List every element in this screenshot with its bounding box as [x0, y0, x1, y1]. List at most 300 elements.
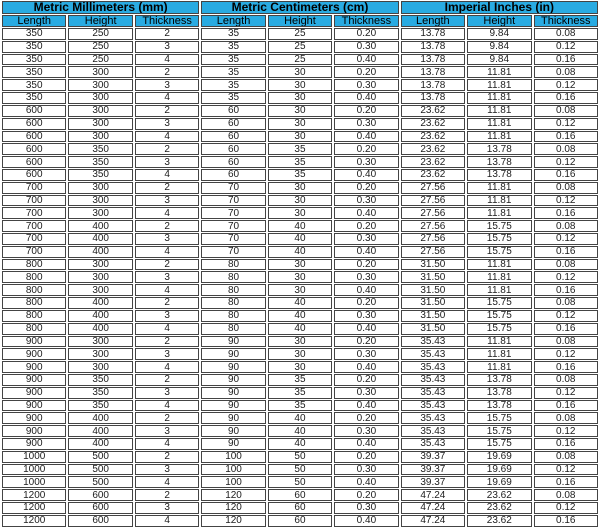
table-cell: 23.62	[467, 515, 531, 527]
table-cell: 30	[268, 271, 332, 283]
table-cell: 4	[135, 92, 199, 104]
table-cell: 2	[135, 374, 199, 386]
table-row	[2, 233, 598, 245]
table-cell: 900	[2, 412, 66, 424]
table-cell: 30	[268, 92, 332, 104]
table-cell: 0.30	[334, 387, 398, 399]
table-cell: 300	[68, 259, 132, 271]
table-cell: 2	[135, 66, 199, 78]
table-row	[2, 387, 598, 399]
table-cell: 0.40	[334, 400, 398, 412]
table-row	[2, 400, 598, 412]
table-cell: 11.81	[467, 195, 531, 207]
table-cell: 3	[135, 41, 199, 53]
table-row	[2, 425, 598, 437]
section-header-row	[2, 1, 598, 14]
table-cell: 4	[135, 54, 199, 66]
table-cell: 0.30	[334, 156, 398, 168]
table-cell: 15.75	[467, 438, 531, 450]
table-cell: 1000	[2, 476, 66, 488]
table-cell: 30	[268, 105, 332, 117]
table-cell: 11.81	[467, 131, 531, 143]
table-cell: 300	[68, 348, 132, 360]
table-cell: 30	[268, 348, 332, 360]
table-cell: 0.08	[534, 374, 599, 386]
table-cell: 15.75	[467, 310, 531, 322]
table-row	[2, 297, 598, 309]
table-cell: 4	[135, 515, 199, 527]
table-cell: 900	[2, 348, 66, 360]
table-row	[2, 348, 598, 360]
table-row	[2, 143, 598, 155]
table-cell: 35.43	[401, 425, 465, 437]
table-cell: 40	[268, 233, 332, 245]
table-cell: 0.16	[534, 284, 599, 296]
table-cell: 70	[201, 207, 265, 219]
table-cell: 3	[135, 195, 199, 207]
table-cell: 400	[68, 323, 132, 335]
table-cell: 27.56	[401, 195, 465, 207]
column-header-in-length: Length	[401, 15, 465, 27]
table-cell: 13.78	[401, 28, 465, 40]
table-cell: 35	[201, 54, 265, 66]
table-cell: 350	[2, 28, 66, 40]
table-cell: 350	[2, 92, 66, 104]
table-cell: 13.78	[467, 400, 531, 412]
table-cell: 80	[201, 271, 265, 283]
table-cell: 0.40	[334, 92, 398, 104]
table-cell: 35.43	[401, 361, 465, 373]
table-cell: 900	[2, 400, 66, 412]
table-cell: 31.50	[401, 259, 465, 271]
table-cell: 23.62	[401, 169, 465, 181]
table-row	[2, 489, 598, 501]
table-cell: 35	[201, 41, 265, 53]
table-cell: 350	[68, 387, 132, 399]
table-cell: 80	[201, 297, 265, 309]
table-cell: 600	[2, 105, 66, 117]
table-cell: 13.78	[401, 92, 465, 104]
table-cell: 900	[2, 361, 66, 373]
table-cell: 11.81	[467, 361, 531, 373]
table-cell: 600	[68, 515, 132, 527]
table-cell: 40	[268, 323, 332, 335]
table-cell: 30	[268, 131, 332, 143]
table-cell: 13.78	[467, 169, 531, 181]
table-cell: 0.30	[334, 118, 398, 130]
table-cell: 60	[268, 502, 332, 514]
table-cell: 15.75	[467, 246, 531, 258]
table-row	[2, 182, 598, 194]
table-cell: 0.30	[334, 271, 398, 283]
table-cell: 30	[268, 66, 332, 78]
table-row	[2, 259, 598, 271]
table-cell: 9.84	[467, 54, 531, 66]
table-cell: 0.30	[334, 502, 398, 514]
table-cell: 19.69	[467, 464, 531, 476]
table-cell: 900	[2, 425, 66, 437]
table-cell: 13.78	[401, 54, 465, 66]
table-cell: 0.12	[534, 502, 599, 514]
table-cell: 0.20	[334, 374, 398, 386]
table-cell: 80	[201, 259, 265, 271]
table-cell: 100	[201, 476, 265, 488]
table-cell: 40	[268, 246, 332, 258]
table-cell: 350	[68, 143, 132, 155]
table-cell: 0.20	[334, 412, 398, 424]
table-cell: 400	[68, 297, 132, 309]
table-cell: 4	[135, 131, 199, 143]
table-cell: 60	[201, 118, 265, 130]
table-cell: 2	[135, 105, 199, 117]
table-cell: 120	[201, 515, 265, 527]
table-cell: 35	[268, 156, 332, 168]
table-cell: 2	[135, 220, 199, 232]
table-cell: 0.12	[534, 387, 599, 399]
table-row	[2, 169, 598, 181]
table-cell: 700	[2, 207, 66, 219]
table-cell: 0.16	[534, 361, 599, 373]
table-cell: 0.40	[334, 515, 398, 527]
table-cell: 700	[2, 195, 66, 207]
table-cell: 0.08	[534, 412, 599, 424]
column-header-in-thickness: Thickness	[534, 15, 599, 27]
table-cell: 400	[68, 220, 132, 232]
table-cell: 70	[201, 220, 265, 232]
table-cell: 31.50	[401, 310, 465, 322]
table-cell: 0.08	[534, 336, 599, 348]
table-cell: 600	[2, 156, 66, 168]
table-cell: 27.56	[401, 246, 465, 258]
table-cell: 0.12	[534, 425, 599, 437]
table-cell: 0.12	[534, 156, 599, 168]
table-cell: 70	[201, 195, 265, 207]
table-row	[2, 361, 598, 373]
table-cell: 300	[68, 66, 132, 78]
table-cell: 300	[68, 105, 132, 117]
table-cell: 23.62	[401, 131, 465, 143]
table-cell: 0.08	[534, 66, 599, 78]
table-row	[2, 79, 598, 91]
table-cell: 800	[2, 297, 66, 309]
table-row	[2, 271, 598, 283]
table-cell: 250	[68, 41, 132, 53]
table-cell: 800	[2, 271, 66, 283]
table-cell: 600	[68, 489, 132, 501]
table-cell: 100	[201, 464, 265, 476]
table-cell: 50	[268, 451, 332, 463]
table-cell: 350	[2, 41, 66, 53]
table-cell: 600	[68, 502, 132, 514]
table-cell: 80	[201, 284, 265, 296]
table-row	[2, 464, 598, 476]
table-cell: 90	[201, 400, 265, 412]
table-cell: 0.40	[334, 54, 398, 66]
table-cell: 23.62	[401, 105, 465, 117]
table-cell: 0.20	[334, 489, 398, 501]
table-cell: 4	[135, 246, 199, 258]
table-cell: 800	[2, 284, 66, 296]
table-cell: 3	[135, 348, 199, 360]
table-cell: 300	[68, 131, 132, 143]
table-cell: 31.50	[401, 271, 465, 283]
table-cell: 39.37	[401, 451, 465, 463]
table-cell: 70	[201, 246, 265, 258]
table-cell: 50	[268, 464, 332, 476]
table-cell: 3	[135, 271, 199, 283]
table-cell: 800	[2, 259, 66, 271]
table-cell: 300	[68, 92, 132, 104]
table-cell: 35	[201, 28, 265, 40]
table-cell: 35.43	[401, 374, 465, 386]
table-cell: 90	[201, 438, 265, 450]
table-cell: 2	[135, 297, 199, 309]
table-cell: 35.43	[401, 387, 465, 399]
table-cell: 90	[201, 412, 265, 424]
table-cell: 500	[68, 451, 132, 463]
table-cell: 0.30	[334, 79, 398, 91]
table-cell: 2	[135, 412, 199, 424]
table-cell: 31.50	[401, 284, 465, 296]
table-cell: 60	[201, 169, 265, 181]
table-header	[2, 1, 598, 27]
table-cell: 800	[2, 310, 66, 322]
table-cell: 0.12	[534, 271, 599, 283]
table-cell: 30	[268, 182, 332, 194]
table-row	[2, 131, 598, 143]
table-cell: 80	[201, 323, 265, 335]
table-cell: 23.62	[467, 502, 531, 514]
table-cell: 900	[2, 387, 66, 399]
table-cell: 35	[268, 143, 332, 155]
table-cell: 0.40	[334, 207, 398, 219]
table-cell: 1000	[2, 464, 66, 476]
table-cell: 35.43	[401, 336, 465, 348]
table-cell: 2	[135, 336, 199, 348]
table-cell: 0.16	[534, 400, 599, 412]
table-cell: 0.08	[534, 297, 599, 309]
table-cell: 0.12	[534, 464, 599, 476]
column-header-mm-thickness: Thickness	[135, 15, 199, 27]
table-cell: 13.78	[467, 143, 531, 155]
table-cell: 47.24	[401, 515, 465, 527]
table-cell: 0.30	[334, 348, 398, 360]
table-cell: 23.62	[401, 143, 465, 155]
table-row	[2, 323, 598, 335]
table-cell: 0.08	[534, 182, 599, 194]
table-cell: 19.69	[467, 451, 531, 463]
table-cell: 3	[135, 502, 199, 514]
table-row	[2, 195, 598, 207]
table-cell: 300	[68, 361, 132, 373]
table-cell: 9.84	[467, 41, 531, 53]
table-cell: 0.20	[334, 220, 398, 232]
table-cell: 400	[68, 246, 132, 258]
table-cell: 350	[2, 79, 66, 91]
table-cell: 19.69	[467, 476, 531, 488]
table-cell: 0.08	[534, 259, 599, 271]
table-cell: 300	[68, 284, 132, 296]
table-cell: 0.40	[334, 476, 398, 488]
table-cell: 700	[2, 246, 66, 258]
table-cell: 60	[268, 489, 332, 501]
table-cell: 15.75	[467, 412, 531, 424]
table-cell: 13.78	[401, 79, 465, 91]
table-cell: 0.12	[534, 41, 599, 53]
table-cell: 40	[268, 297, 332, 309]
table-row	[2, 118, 598, 130]
table-row	[2, 336, 598, 348]
table-cell: 4	[135, 169, 199, 181]
table-cell: 400	[68, 412, 132, 424]
column-header-mm-height: Height	[68, 15, 132, 27]
table-cell: 0.20	[334, 259, 398, 271]
table-cell: 300	[68, 118, 132, 130]
table-cell: 90	[201, 374, 265, 386]
table-cell: 11.81	[467, 182, 531, 194]
table-cell: 13.78	[401, 41, 465, 53]
table-cell: 350	[68, 156, 132, 168]
table-cell: 13.78	[467, 374, 531, 386]
table-cell: 25	[268, 41, 332, 53]
table-cell: 30	[268, 259, 332, 271]
table-row	[2, 284, 598, 296]
table-cell: 35	[201, 79, 265, 91]
table-cell: 0.30	[334, 464, 398, 476]
table-cell: 4	[135, 207, 199, 219]
table-cell: 0.40	[334, 323, 398, 335]
table-row	[2, 66, 598, 78]
table-cell: 23.62	[401, 156, 465, 168]
table-cell: 2	[135, 28, 199, 40]
table-cell: 500	[68, 464, 132, 476]
table-cell: 4	[135, 400, 199, 412]
table-cell: 31.50	[401, 323, 465, 335]
table-row	[2, 156, 598, 168]
table-cell: 11.81	[467, 79, 531, 91]
table-cell: 90	[201, 425, 265, 437]
table-cell: 4	[135, 476, 199, 488]
table-row	[2, 502, 598, 514]
table-cell: 0.40	[334, 438, 398, 450]
table-cell: 0.16	[534, 476, 599, 488]
table-cell: 60	[201, 131, 265, 143]
table-cell: 11.81	[467, 348, 531, 360]
table-cell: 70	[201, 182, 265, 194]
table-cell: 300	[68, 271, 132, 283]
table-cell: 0.08	[534, 451, 599, 463]
table-cell: 1200	[2, 502, 66, 514]
table-cell: 13.78	[467, 156, 531, 168]
table-cell: 0.12	[534, 310, 599, 322]
table-cell: 30	[268, 361, 332, 373]
table-cell: 40	[268, 425, 332, 437]
table-cell: 700	[2, 233, 66, 245]
table-cell: 250	[68, 28, 132, 40]
table-cell: 15.75	[467, 233, 531, 245]
table-cell: 0.16	[534, 438, 599, 450]
table-cell: 0.16	[534, 169, 599, 181]
table-cell: 350	[68, 169, 132, 181]
table-cell: 2	[135, 182, 199, 194]
table-row	[2, 92, 598, 104]
table-cell: 0.16	[534, 54, 599, 66]
table-cell: 3	[135, 156, 199, 168]
column-header-in-height: Height	[467, 15, 531, 27]
table-cell: 0.12	[534, 233, 599, 245]
table-cell: 600	[2, 131, 66, 143]
table-cell: 0.40	[334, 131, 398, 143]
table-cell: 2	[135, 143, 199, 155]
table-cell: 30	[268, 336, 332, 348]
table-cell: 0.40	[334, 169, 398, 181]
table-cell: 15.75	[467, 323, 531, 335]
table-cell: 0.08	[534, 220, 599, 232]
table-cell: 47.24	[401, 489, 465, 501]
table-cell: 35.43	[401, 412, 465, 424]
column-header-mm-length: Length	[2, 15, 66, 27]
table-cell: 25	[268, 54, 332, 66]
section-title-imperial-in: Imperial Inches (in)	[401, 1, 598, 14]
column-header-cm-length: Length	[201, 15, 265, 27]
table-cell: 35	[201, 66, 265, 78]
table-row	[2, 41, 598, 53]
table-cell: 0.08	[534, 489, 599, 501]
table-cell: 11.81	[467, 92, 531, 104]
table-cell: 4	[135, 284, 199, 296]
table-cell: 120	[201, 489, 265, 501]
table-cell: 0.20	[334, 336, 398, 348]
table-cell: 0.20	[334, 28, 398, 40]
table-cell: 3	[135, 310, 199, 322]
table-cell: 0.20	[334, 182, 398, 194]
table-cell: 0.20	[334, 297, 398, 309]
table-cell: 60	[268, 515, 332, 527]
table-cell: 11.81	[467, 259, 531, 271]
table-cell: 11.81	[467, 66, 531, 78]
table-cell: 35	[268, 387, 332, 399]
section-title-metric-mm: Metric Millimeters (mm)	[2, 1, 199, 14]
table-cell: 15.75	[467, 220, 531, 232]
table-cell: 350	[2, 54, 66, 66]
table-cell: 35.43	[401, 400, 465, 412]
table-cell: 27.56	[401, 233, 465, 245]
table-row	[2, 28, 598, 40]
table-cell: 0.20	[334, 105, 398, 117]
table-cell: 0.30	[334, 41, 398, 53]
table-cell: 0.12	[534, 195, 599, 207]
table-cell: 0.30	[334, 310, 398, 322]
table-cell: 350	[2, 66, 66, 78]
table-cell: 30	[268, 284, 332, 296]
table-cell: 27.56	[401, 207, 465, 219]
table-cell: 35	[268, 400, 332, 412]
table-cell: 25	[268, 28, 332, 40]
column-header-cm-height: Height	[268, 15, 332, 27]
table-cell: 0.16	[534, 131, 599, 143]
table-cell: 4	[135, 361, 199, 373]
table-cell: 2	[135, 489, 199, 501]
table-row	[2, 438, 598, 450]
table-cell: 900	[2, 336, 66, 348]
table-cell: 4	[135, 323, 199, 335]
table-row	[2, 374, 598, 386]
table-cell: 70	[201, 233, 265, 245]
table-cell: 600	[2, 169, 66, 181]
table-cell: 0.08	[534, 28, 599, 40]
table-cell: 9.84	[467, 28, 531, 40]
table-cell: 23.62	[467, 489, 531, 501]
